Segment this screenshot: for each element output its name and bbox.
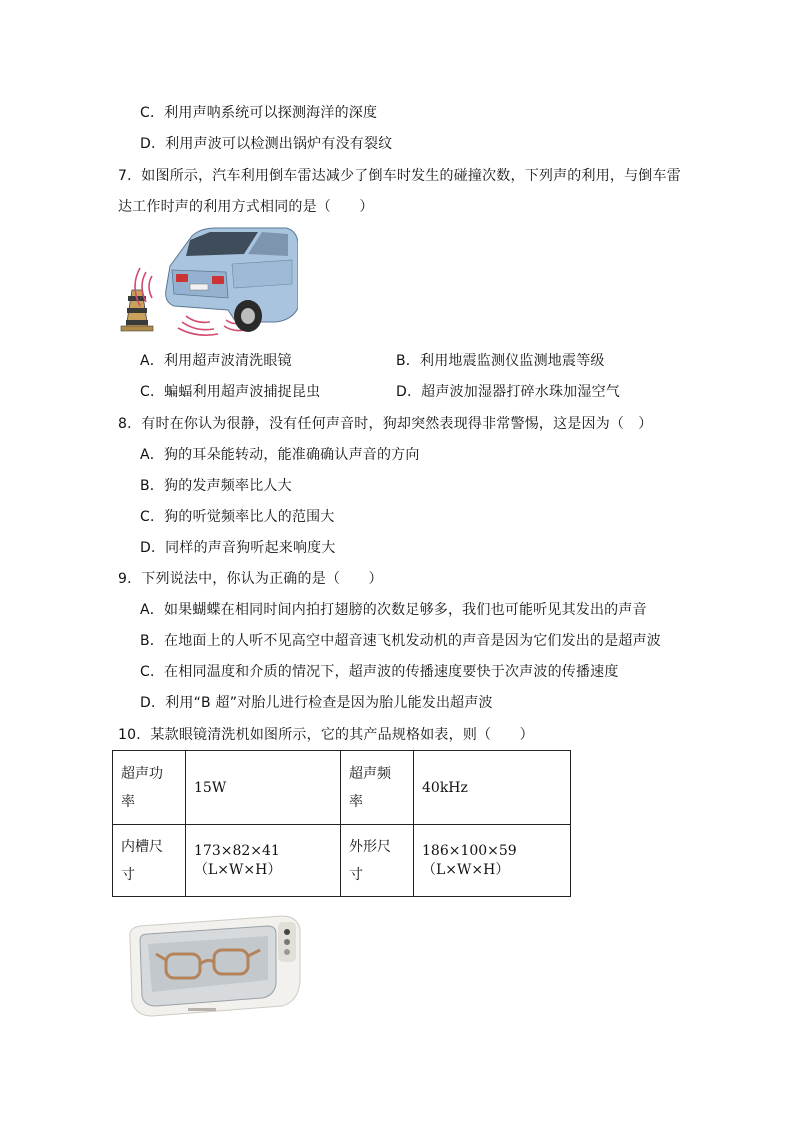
spec-value-inner-tank-size: 173×82×41（L×W×H） <box>186 825 341 897</box>
product-spec-table <box>112 750 571 897</box>
car-icon <box>166 228 298 332</box>
table-row <box>113 751 571 825</box>
q8-option-d: D．同样的声音狗听起来响度大 <box>140 540 336 556</box>
q9-option-a: A．如果蝴蝶在相同时间内拍打翅膀的次数足够多，我们也可能听见其发出的声音 <box>140 602 647 618</box>
q6-option-c: C．利用声呐系统可以探测海洋的深度 <box>140 105 378 121</box>
spec-label-ultrasonic-frequency: 超声频 率 <box>341 751 414 825</box>
q9-option-d: D．利用“B 超”对胎儿进行检查是因为胎儿能发出超声波 <box>140 695 493 711</box>
glasses-cleaner-image <box>122 908 304 1020</box>
q9-option-b: B．在地面上的人听不见高空中超音速飞机发动机的声音是因为它们发出的是超声波 <box>140 633 662 649</box>
spec-value-ultrasonic-power: 15W <box>186 751 341 825</box>
q8-option-a: A．狗的耳朵能转动，能准确确认声音的方向 <box>140 447 420 463</box>
q7-stem-line1: 7．如图所示，汽车利用倒车雷达减少了倒车时发生的碰撞次数，下列声的利用，与倒车雷 <box>118 168 681 184</box>
q8-option-c: C．狗的听觉频率比人的范围大 <box>140 509 335 525</box>
reversing-car-radar-image <box>116 224 298 336</box>
table-row <box>113 825 571 897</box>
brand-logo <box>188 1008 216 1011</box>
q10-stem: 10．某款眼镜清洗机如图所示，它的其产品规格如表，则（ ） <box>118 727 534 743</box>
control-panel <box>278 922 296 962</box>
spec-label-outer-size: 外形尺 寸 <box>341 825 414 897</box>
q7-option-c: C．蝙蝠利用超声波捕捉昆虫 <box>140 384 321 400</box>
q9-stem: 9．下列说法中，你认为正确的是（ ） <box>118 571 383 587</box>
q9-option-c: C．在相同温度和介质的情况下，超声波的传播速度要快于次声波的传播速度 <box>140 664 619 680</box>
q7-option-b: B．利用地震监测仪监测地震等级 <box>396 353 605 369</box>
spec-value-outer-size: 186×100×59（L×W×H） <box>414 825 571 897</box>
q6-option-d: D．利用声波可以检测出锅炉有没有裂纹 <box>140 136 393 152</box>
spec-label-ultrasonic-power: 超声功 率 <box>113 751 186 825</box>
spec-value-ultrasonic-frequency: 40kHz <box>414 751 571 825</box>
q7-stem-line2: 达工作时声的利用方式相同的是（ ） <box>118 199 374 215</box>
q8-stem: 8．有时在你认为很静，没有任何声音时，狗却突然表现得非常警惕，这是因为（ ） <box>118 416 653 432</box>
q8-option-b: B．狗的发声频率比人大 <box>140 478 292 494</box>
q7-option-d: D．超声波加湿器打碎水珠加湿空气 <box>396 384 620 400</box>
q7-option-a: A．利用超声波清洗眼镜 <box>140 353 292 369</box>
spec-label-inner-tank-size: 内槽尺 寸 <box>113 825 186 897</box>
